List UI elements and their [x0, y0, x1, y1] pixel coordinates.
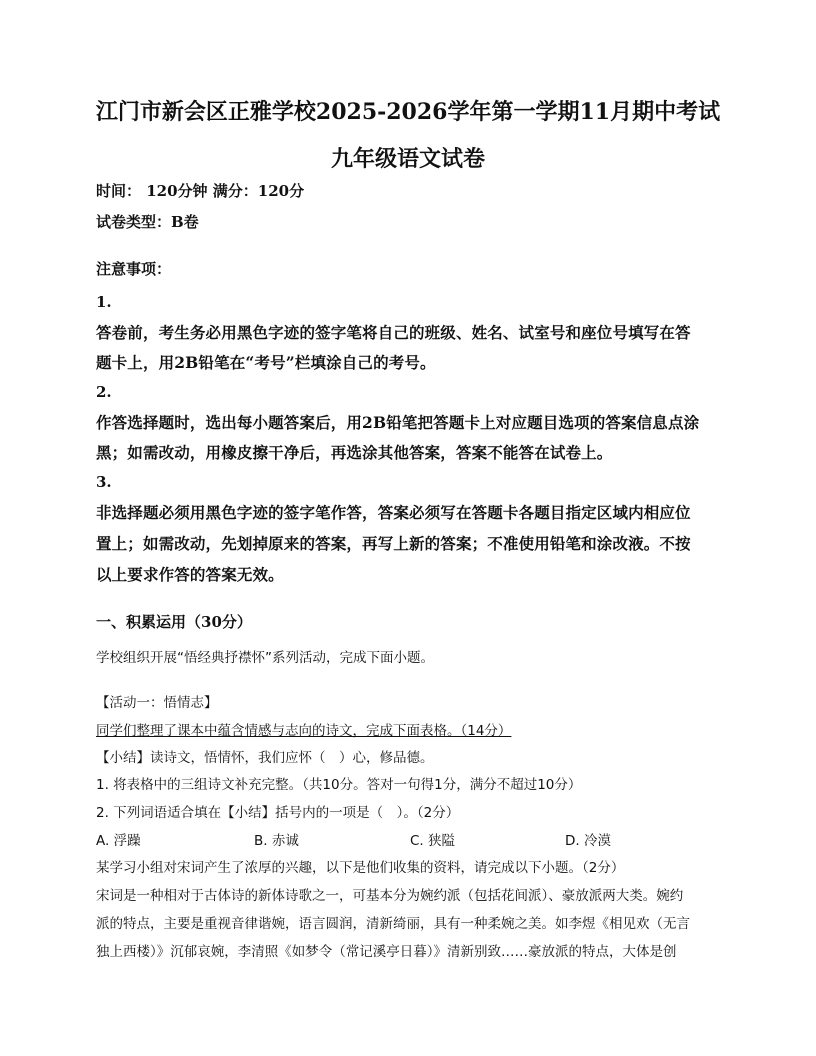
- section-heading: 一、积累运用（30分）: [96, 613, 252, 631]
- paragraph-line: 独上西楼）》沉郁哀婉，李清照《如梦令（常记溪亭日暮）》清新别致……豪放派的特点，大体是创: [96, 944, 677, 960]
- time-score-info: 时间： 120分钟 满分：120分: [96, 182, 305, 200]
- exam-subtitle: 九年级语文试卷: [330, 146, 485, 172]
- question-2: 2. 下列词语适合填在【小结】括号内的一项是（ ）。（2分）: [96, 805, 460, 821]
- paper-type-info: 试卷类型：B卷: [96, 213, 199, 231]
- summary-line: 【小结】读诗文，悟情怀，我们应怀（ ）心，修品德。: [96, 750, 434, 766]
- notice-item-number: 1.: [96, 293, 112, 311]
- notice-item-line: 答卷前，考生务必用黑色字迹的签字笔将自己的班级、姓名、试室号和座位号填写在答: [96, 323, 691, 342]
- group-intro: 某学习小组对宋词产生了浓厚的兴趣，以下是他们收集的资料，请完成以下小题。（2分）: [96, 860, 625, 876]
- exam-title: 江门市新会区正雅学校2025-2026学年第一学期11月期中考试: [95, 99, 721, 125]
- choice-c: C. 狭隘: [410, 833, 456, 849]
- activity-heading: 【活动一：悟情志】: [96, 695, 218, 711]
- notice-item-line: 非选择题必须用黑色字迹的签字笔作答，答案必须写在答题卡各题目指定区域内相应位: [96, 503, 691, 522]
- notice-item-line: 置上；如需改动，先划掉原来的答案，再写上新的答案；不准使用铅笔和涂改液。不按: [96, 534, 691, 553]
- paragraph-line: 派的特点，主要是重视音律谐婉，语言圆润，清新绮丽，具有一种柔婉之美。如李煜《相见欢（无言: [96, 916, 690, 932]
- notice-heading: 注意事项：: [96, 260, 172, 278]
- section-intro: 学校组织开展“悟经典抒襟怀”系列活动，完成下面小题。: [96, 650, 434, 666]
- choice-d: D. 冷漠: [565, 833, 611, 849]
- choice-row: [96, 829, 716, 849]
- notice-item-line: 题卡上，用2B铅笔在“考号”栏填涂自己的考号。: [96, 353, 436, 372]
- notice-item-line: 作答选择题时，选出每小题答案后，用2B铅笔把答题卡上对应题目选项的答案信息点涂: [96, 413, 700, 432]
- choice-a: A. 浮躁: [96, 833, 141, 849]
- notice-item-number: 2.: [96, 383, 112, 401]
- question-1: 1. 将表格中的三组诗文补充完整。（共10分。答对一句得1分，满分不超过10分）: [96, 777, 582, 793]
- notice-item-number: 3.: [96, 473, 112, 491]
- notice-item-line: 以上要求作答的答案无效。: [96, 565, 284, 584]
- paragraph-line: 宋词是一种相对于古体诗的新体诗歌之一，可基本分为婉约派（包括花间派）、豪放派两大类。婉约: [96, 888, 684, 904]
- task-instruction: 同学们整理了课本中蕴含情感与志向的诗文，完成下面表格。（14分）: [96, 723, 512, 739]
- notice-item-line: 黑；如需改动，用橡皮擦干净后，再选涂其他答案，答案不能答在试卷上。: [96, 443, 613, 462]
- choice-b: B. 赤诚: [254, 833, 299, 849]
